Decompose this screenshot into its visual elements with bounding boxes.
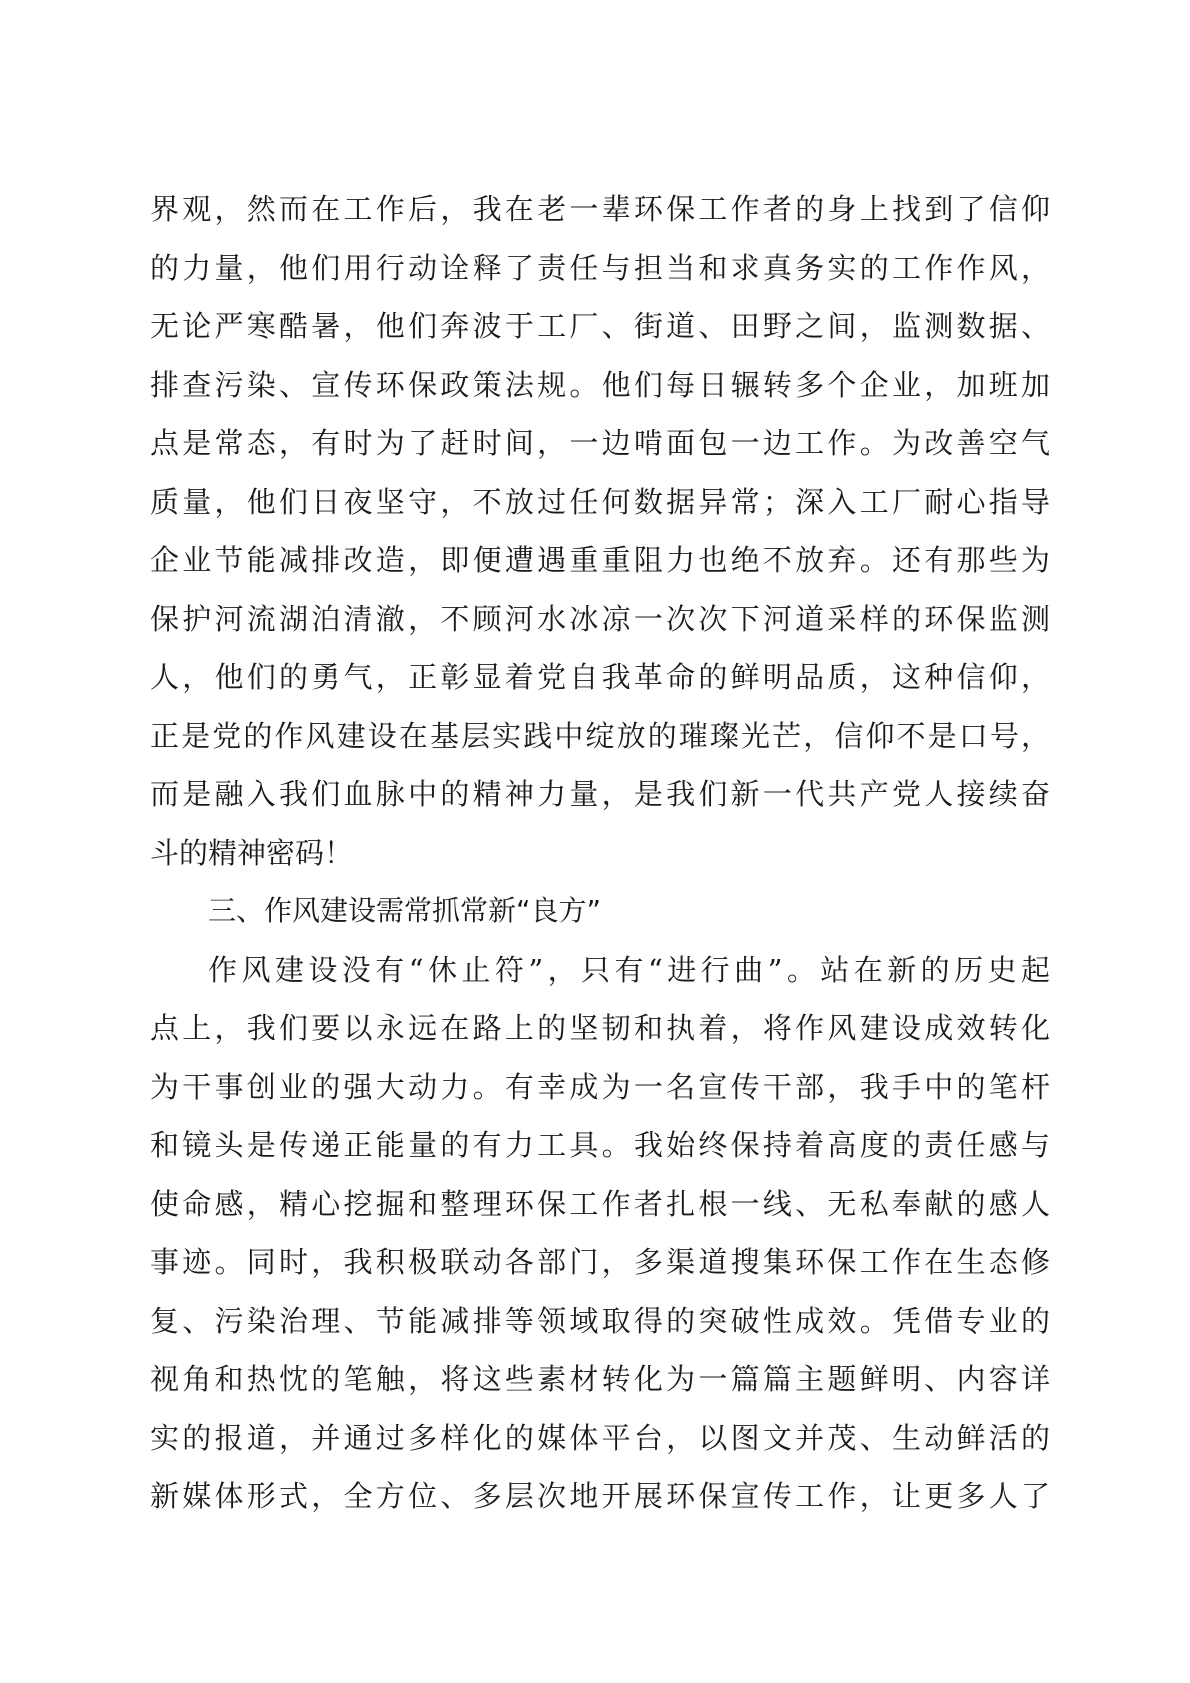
paragraph-line: 正是党的作风建设在基层实践中绽放的璀璨光芒，信仰不是口号，: [150, 718, 1050, 753]
paragraph-line: 为干事创业的强大动力。有幸成为一名宣传干部，我手中的笔杆: [150, 1069, 1050, 1104]
paragraph-line: 点是常态，有时为了赶时间，一边啃面包一边工作。为改善空气: [150, 426, 1050, 460]
paragraph-line: 人，他们的勇气，正彰显着党自我革命的鲜明品质，这种信仰，: [150, 660, 1050, 694]
section-heading: 三、作风建设需常抓常新“良方”: [208, 894, 602, 927]
paragraph-line: 视角和热忱的笔触，将这些素材转化为一篇篇主题鲜明、内容详: [150, 1362, 1050, 1396]
paragraph-line: 界观，然而在工作后，我在老一辈环保工作者的身上找到了信仰: [150, 192, 1050, 226]
document-body: [150, 180, 1050, 1526]
paragraph-line: 实的报道，并通过多样化的媒体平台，以图文并茂、生动鲜活的: [150, 1420, 1050, 1455]
paragraph-line: 复、污染治理、节能减排等领域取得的突破性成效。凭借专业的: [150, 1303, 1050, 1338]
paragraph-line: 质量，他们日夜坚守，不放过任何数据异常；深入工厂耐心指导: [150, 484, 1050, 519]
paragraph-line: 事迹。同时，我积极联动各部门，多渠道搜集环保工作在生态修: [150, 1245, 1050, 1279]
paragraph-line: 而是融入我们血脉中的精神力量，是我们新一代共产党人接续奋: [150, 777, 1050, 811]
paragraph-line: 斗的精神密码！: [150, 835, 354, 870]
paragraph-line: 无论严寒酷暑，他们奔波于工厂、街道、田野之间，监测数据、: [150, 309, 1050, 343]
paragraph-line: 排查污染、宣传环保政策法规。他们每日辗转多个企业，加班加: [150, 367, 1050, 402]
paragraph-line: 保护河流湖泊清澈，不顾河水冰凉一次次下河道采样的环保监测: [150, 601, 1050, 636]
paragraph-section-3: [150, 941, 1050, 1526]
paragraph-line: 新媒体形式，全方位、多层次地开展环保宣传工作，让更多人了: [150, 1479, 1050, 1513]
paragraph-line: 企业节能减排改造，即便遭遇重重阻力也绝不放弃。还有那些为: [150, 543, 1050, 577]
paragraph-line: 使命感，精心挖掘和整理环保工作者扎根一线、无私奉献的感人: [150, 1186, 1050, 1221]
paragraph-continued: [150, 180, 1050, 882]
paragraph-line: 点上，我们要以永远在路上的坚韧和执着，将作风建设成效转化: [150, 1011, 1050, 1045]
paragraph-line: 和镜头是传递正能量的有力工具。我始终保持着高度的责任感与: [150, 1128, 1050, 1162]
paragraph-line: 作风建设没有“休止符”，只有“进行曲”。站在新的历史起: [208, 952, 1050, 987]
paragraph-line: 的力量，他们用行动诠释了责任与担当和求真务实的工作作风，: [150, 250, 1050, 285]
